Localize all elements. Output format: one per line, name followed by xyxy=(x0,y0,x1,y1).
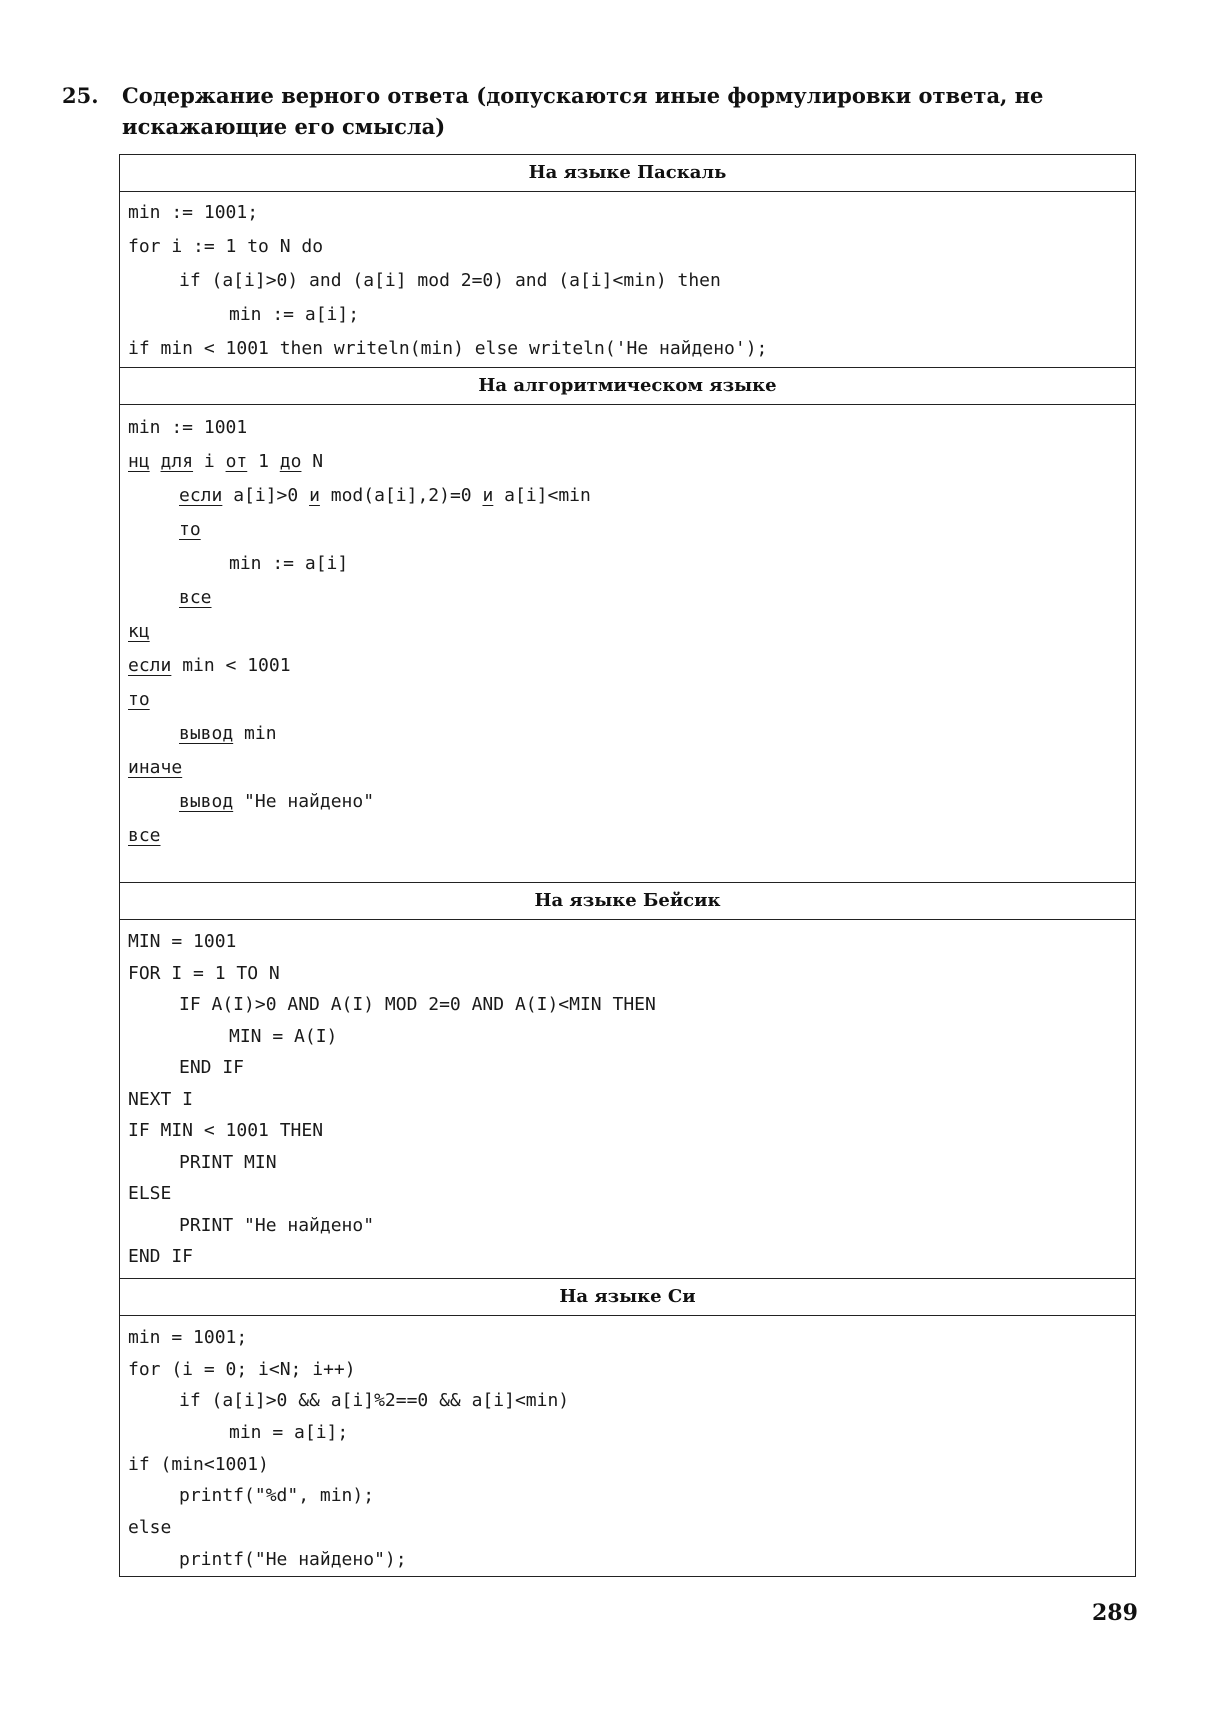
code-line: if (a[i]>0) and (a[i] mod 2=0) and (a[i]<min) then xyxy=(179,270,721,291)
code-line xyxy=(128,717,1135,751)
code-line xyxy=(128,581,1135,615)
code-line: MIN = A(I) xyxy=(229,1025,338,1047)
code-line: END IF xyxy=(179,1057,245,1078)
code-text: min < 1001 xyxy=(171,655,291,676)
code-line xyxy=(128,649,1135,683)
code-line: for i := 1 to N do xyxy=(128,236,324,257)
basic-code xyxy=(120,920,1135,1278)
code-line: IF A(I)>0 AND A(I) MOD 2=0 AND A(I)<MIN THEN xyxy=(179,994,656,1015)
keyword: кц xyxy=(128,621,150,642)
code-line: PRINT MIN xyxy=(179,1151,277,1173)
task-number: 25. xyxy=(62,83,99,108)
code-text: N xyxy=(301,451,324,472)
keyword: до xyxy=(279,451,302,472)
code-line: if (min<1001) xyxy=(128,1453,269,1475)
code-line xyxy=(128,819,1135,853)
keyword: нц xyxy=(128,451,150,472)
code-line: MIN = 1001 xyxy=(128,931,237,952)
task-header xyxy=(62,80,1152,142)
keyword: иначе xyxy=(128,757,183,778)
code-line: min := 1001; xyxy=(128,202,259,223)
keyword: если xyxy=(128,655,172,676)
code-line: else xyxy=(128,1517,172,1539)
c-header: На языке Си xyxy=(120,1278,1135,1316)
code-text: "Не найдено" xyxy=(233,791,375,812)
code-line: printf("%d", min); xyxy=(179,1485,375,1507)
pascal-code xyxy=(120,192,1135,367)
code-line: if min < 1001 then writeln(min) else writeln('Не найдено'); xyxy=(128,338,768,359)
basic-header: На языке Бейсик xyxy=(120,882,1135,920)
algo-header: На алгоритмическом языке xyxy=(120,367,1135,405)
keyword: вывод xyxy=(179,723,234,744)
code-line: min = 1001; xyxy=(128,1327,248,1348)
keyword: от xyxy=(225,451,248,472)
code-line: IF MIN < 1001 THEN xyxy=(128,1120,324,1141)
code-text: i xyxy=(193,451,226,472)
keyword: то xyxy=(179,519,201,540)
answer-table xyxy=(119,154,1136,1577)
code-line xyxy=(128,751,1135,785)
algo-code xyxy=(120,405,1135,882)
keyword: все xyxy=(128,825,161,846)
keyword: для xyxy=(160,451,194,472)
code-line: PRINT "Не найдено" xyxy=(179,1214,375,1236)
code-line xyxy=(128,445,1135,479)
code-line: FOR I = 1 TO N xyxy=(128,962,280,984)
keyword: и xyxy=(309,485,320,506)
keyword: то xyxy=(128,689,150,710)
keyword: все xyxy=(179,587,212,608)
c-code xyxy=(120,1316,1135,1576)
page-number: 289 xyxy=(1092,1600,1138,1626)
code-text: a[i]>0 xyxy=(222,485,310,506)
code-line: printf("Не найдено"); xyxy=(179,1548,407,1570)
code-line: END IF xyxy=(128,1246,194,1267)
keyword: вывод xyxy=(179,791,234,812)
code-line: NEXT I xyxy=(128,1088,194,1110)
code-line xyxy=(128,513,1135,547)
code-line: min := 1001 xyxy=(128,417,248,438)
keyword: и xyxy=(482,485,494,506)
code-text: mod(a[i],2)=0 xyxy=(319,485,483,506)
code-line: min = a[i]; xyxy=(229,1422,349,1444)
keyword: если xyxy=(179,485,223,506)
code-text: min xyxy=(233,723,277,744)
code-line: ELSE xyxy=(128,1183,172,1204)
task-title xyxy=(122,80,1152,142)
code-text: 1 xyxy=(247,451,280,472)
code-line xyxy=(128,479,1135,513)
code-line: for (i = 0; i<N; i++) xyxy=(128,1358,356,1380)
code-text: a[i]<min xyxy=(493,485,591,506)
code-line: if (a[i]>0 && a[i]%2==0 && a[i]<min) xyxy=(179,1390,570,1412)
task-title-bold: Содержание верного ответа xyxy=(122,83,469,108)
code-line xyxy=(128,785,1135,819)
code-line xyxy=(128,683,1135,717)
task-title-rest: (допускаются иные формулировки ответа, не искажающие его смысла) xyxy=(122,83,1044,139)
code-line: min := a[i] xyxy=(229,553,349,574)
code-line xyxy=(128,615,1135,649)
pascal-header: На языке Паскаль xyxy=(120,155,1135,192)
code-line: min := a[i]; xyxy=(229,304,360,325)
